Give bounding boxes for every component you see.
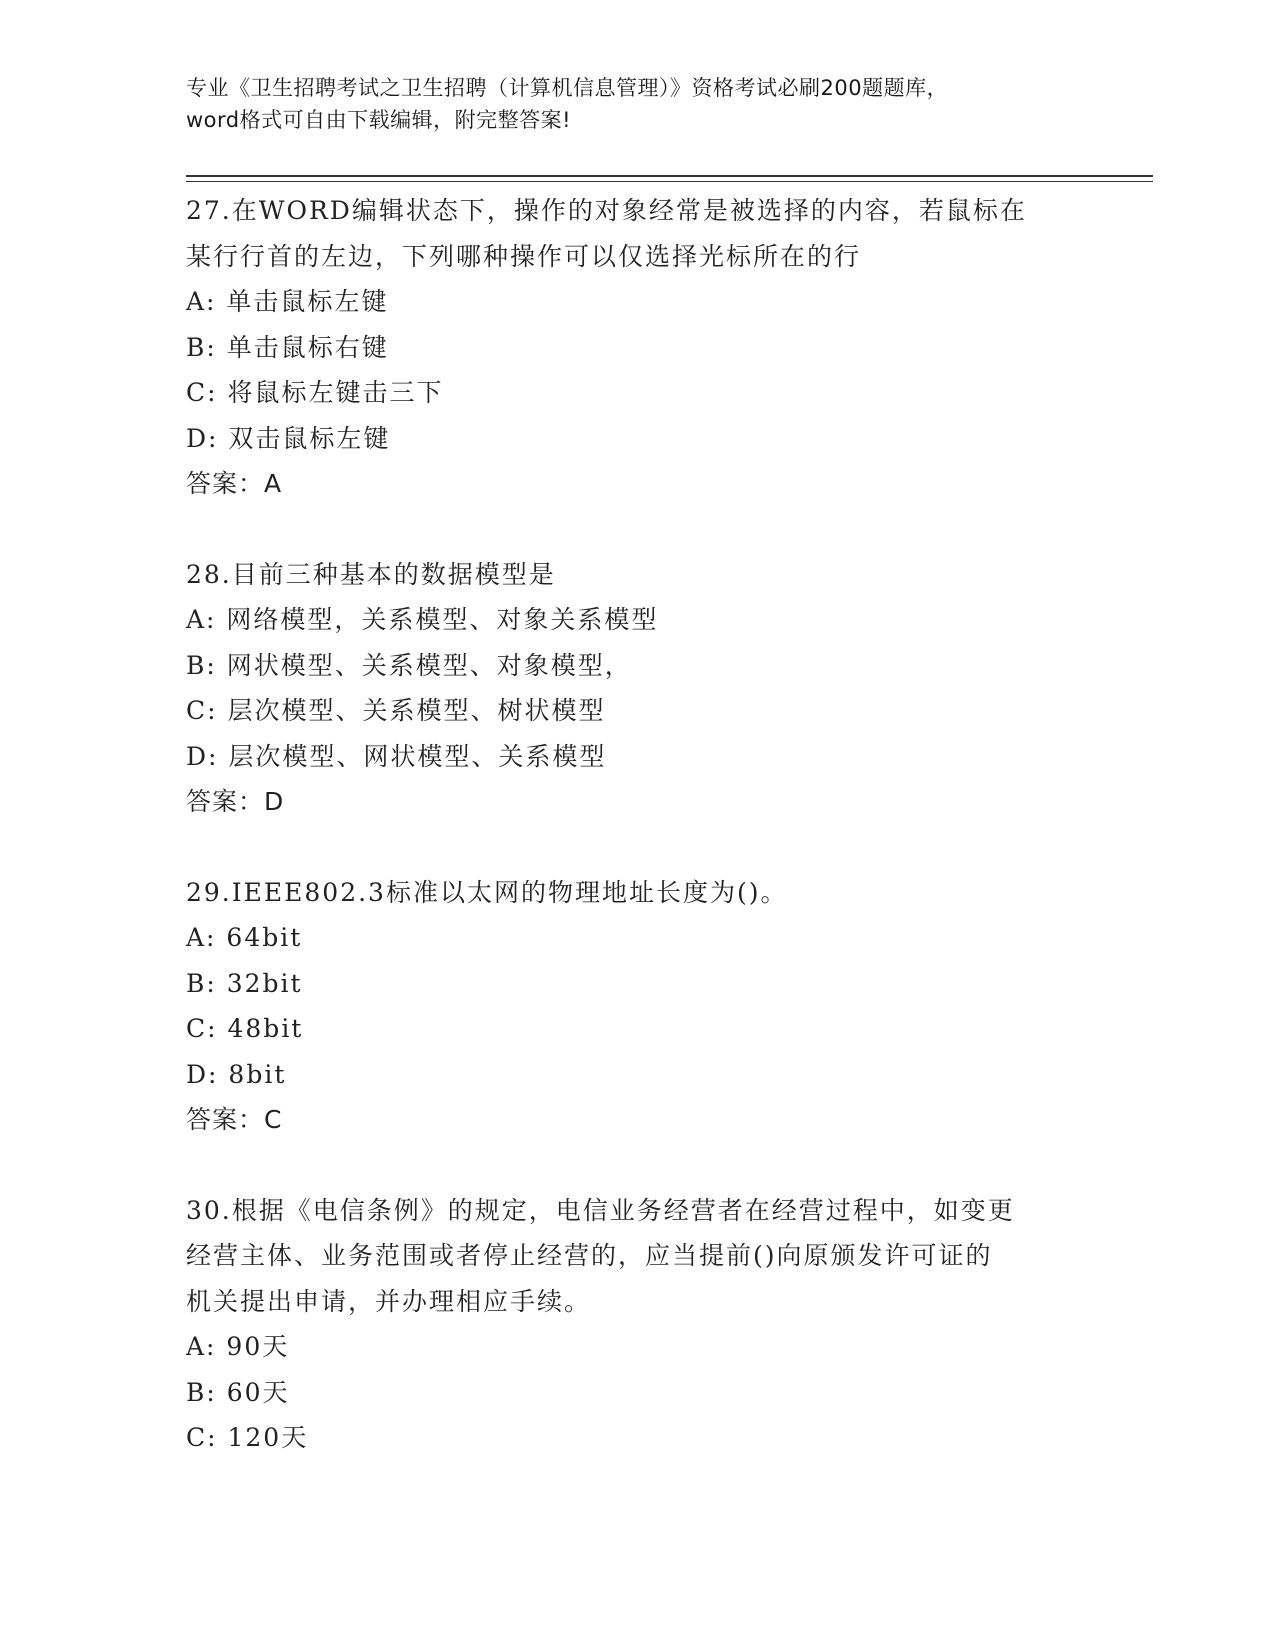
option-c: C: 层次模型、关系模型、树状模型 — [186, 696, 606, 725]
question-30 — [186, 1188, 1086, 1461]
header-divider-thick — [186, 175, 1153, 177]
question-stem-line: 某行行首的左边，下列哪种操作可以仅选择光标所在的行 — [186, 241, 862, 271]
question-stem-line: 27.在WORD编辑状态下，操作的对象经常是被选择的内容，若鼠标在 — [186, 196, 1027, 225]
option-b: B: 60天 — [186, 1377, 290, 1407]
document-header — [186, 72, 1106, 136]
option-b: B: 网状模型、关系模型、对象模型， — [186, 650, 632, 680]
question-27 — [186, 188, 1086, 507]
question-29 — [186, 870, 1086, 1143]
option-d: D: 双击鼠标左键 — [186, 423, 391, 453]
option-b: B: 单击鼠标右键 — [186, 332, 389, 362]
option-c: C: 120天 — [186, 1423, 309, 1452]
option-c: C: 48bit — [186, 1014, 304, 1043]
header-divider-thin — [186, 181, 1153, 182]
option-b: B: 32bit — [186, 968, 303, 998]
option-a: A: 单击鼠标左键 — [186, 287, 389, 316]
option-d: D: 层次模型、网状模型、关系模型 — [186, 741, 607, 771]
answer: 答案：C — [186, 1105, 283, 1134]
option-a: A: 网络模型，关系模型、对象关系模型 — [186, 605, 659, 634]
option-a: A: 90天 — [186, 1332, 290, 1361]
question-28 — [186, 552, 1086, 825]
header-title-line-1: 专业《卫生招聘考试之卫生招聘（计算机信息管理）》资格考试必刷200题题库， — [186, 76, 949, 100]
option-a: A: 64bit — [186, 923, 303, 952]
option-d: D: 8bit — [186, 1059, 287, 1089]
question-stem-line: 30.根据《电信条例》的规定，电信业务经营者在经营过程中，如变更 — [186, 1195, 1015, 1225]
question-stem-line: 经营主体、业务范围或者停止经营的，应当提前()向原颁发许可证的 — [186, 1241, 993, 1270]
question-list — [186, 188, 1086, 1506]
option-c: C: 将鼠标左键击三下 — [186, 378, 444, 407]
answer: 答案：D — [186, 787, 285, 816]
question-stem-line: 机关提出申请，并办理相应手续。 — [186, 1286, 592, 1316]
question-stem-line: 29.IEEE802.3标准以太网的物理地址长度为()。 — [186, 877, 788, 907]
question-stem-line: 28.目前三种基本的数据模型是 — [186, 559, 556, 589]
answer: 答案：A — [186, 469, 283, 498]
header-title-line-2: word格式可自由下载编辑，附完整答案! — [186, 108, 572, 132]
